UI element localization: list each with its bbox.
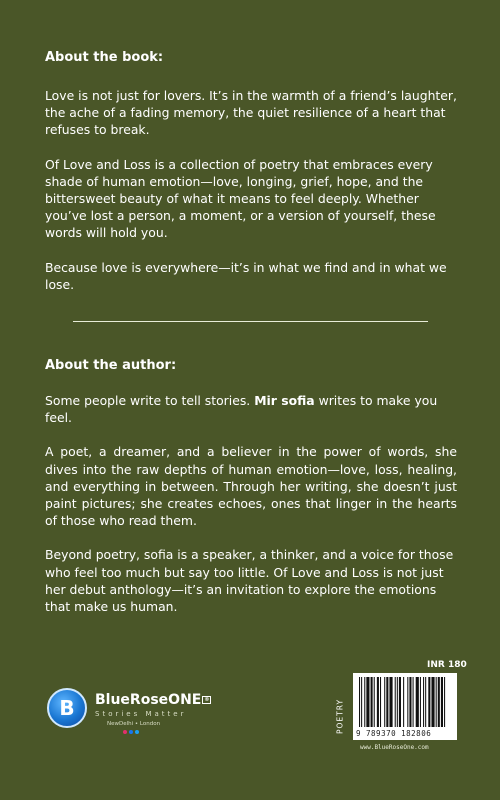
twitter-icon xyxy=(135,730,139,734)
barcode-bar xyxy=(364,677,365,727)
barcode-bar xyxy=(374,677,375,727)
barcode-bar xyxy=(428,677,430,727)
instagram-icon xyxy=(123,730,127,734)
about-book-paragraph-1: Love is not just for lovers. It’s in the warmth of a friend’s laughter, the ache of a fading memory, the quiet resilience of a heart that refuses to break. xyxy=(45,88,457,138)
publisher-logo xyxy=(47,688,237,738)
publisher-name-main: BlueRose xyxy=(95,692,169,708)
about-book-paragraph-3: Because love is everywhere—it’s in what we find and in what we lose. xyxy=(45,259,447,292)
about-book-section xyxy=(45,50,457,293)
barcode-bar xyxy=(399,677,401,727)
barcode-bar xyxy=(397,677,398,727)
barcode-bar xyxy=(361,677,362,727)
barcode-bar xyxy=(395,677,396,727)
barcode-bar xyxy=(423,677,424,727)
barcode-bar xyxy=(413,677,414,727)
isbn-number: 9 789370 182806 xyxy=(356,729,432,738)
about-author-section xyxy=(45,358,457,615)
about-author-paragraph-2: A poet, a dreamer, and a believer in the power of words, she dives into the raw depths of human emotion—love, loss, healing, and everything in between. Through her writing, she doesn’t just paint pictures; she creates echoes, ones that linger in the hearts of those who read them. xyxy=(45,444,457,529)
barcode-bar xyxy=(431,677,434,727)
barcode-bar xyxy=(389,677,392,727)
publisher-badge: ® xyxy=(204,697,210,703)
barcode-bar xyxy=(416,677,419,727)
about-author-paragraph-1 xyxy=(45,392,457,426)
author-intro-text: Some people write to tell stories. xyxy=(45,393,255,408)
barcode-bar xyxy=(359,677,360,727)
barcode-bars-icon xyxy=(353,673,457,729)
genre-label: POETRY xyxy=(335,698,345,734)
barcode-bar xyxy=(380,677,381,727)
publisher-website: www.BlueRoseOne.com xyxy=(360,744,429,751)
section-divider xyxy=(73,321,428,322)
barcode-bar xyxy=(366,677,369,727)
publisher-name-one: ONE xyxy=(168,692,202,708)
about-author-paragraph-3: Beyond poetry, sofia is a speaker, a thinker, and a voice for those who feel too much but say too little. Of Love and Loss is not just her debut anthology—it’s an invitation to explore the emotions that make us human. xyxy=(45,547,454,615)
about-author-heading: About the author: xyxy=(45,358,177,373)
price-label: INR 180 xyxy=(427,660,467,670)
author-intro-end: writes to make you feel. xyxy=(45,393,438,426)
author-name: Mir sofia xyxy=(254,393,315,408)
publisher-mark-icon xyxy=(47,688,87,728)
barcode-bar xyxy=(384,677,385,727)
barcode-bar xyxy=(425,677,426,727)
facebook-icon xyxy=(129,730,133,734)
barcode-bar xyxy=(386,677,388,727)
publisher-tagline: Stories Matter xyxy=(95,710,187,718)
barcode-bar xyxy=(377,677,379,727)
barcode-bar xyxy=(444,677,445,727)
barcode-bar xyxy=(436,677,437,727)
publisher-cities: NewDelhi • London xyxy=(107,721,161,727)
barcode-bar xyxy=(438,677,440,727)
barcode-bar xyxy=(403,677,404,727)
about-book-paragraph-2: Of Love and Loss is a collection of poetry that embraces every shade of human emotion—love, longing, grief, hope, and the bittersweet beauty of what it means to feel deeply. Whether you’ve lost a person, a moment, or a version of yourself, these words will hold you. xyxy=(45,156,436,241)
social-icons xyxy=(123,730,139,734)
barcode-bar xyxy=(409,677,411,727)
barcode-bar xyxy=(407,677,408,727)
publisher-mark-letter: B xyxy=(59,696,75,720)
publisher-name xyxy=(95,692,211,708)
barcode-bar xyxy=(420,677,421,727)
barcode-bar xyxy=(441,677,443,727)
about-book-heading: About the book: xyxy=(45,50,164,65)
barcode-bar xyxy=(371,677,373,727)
